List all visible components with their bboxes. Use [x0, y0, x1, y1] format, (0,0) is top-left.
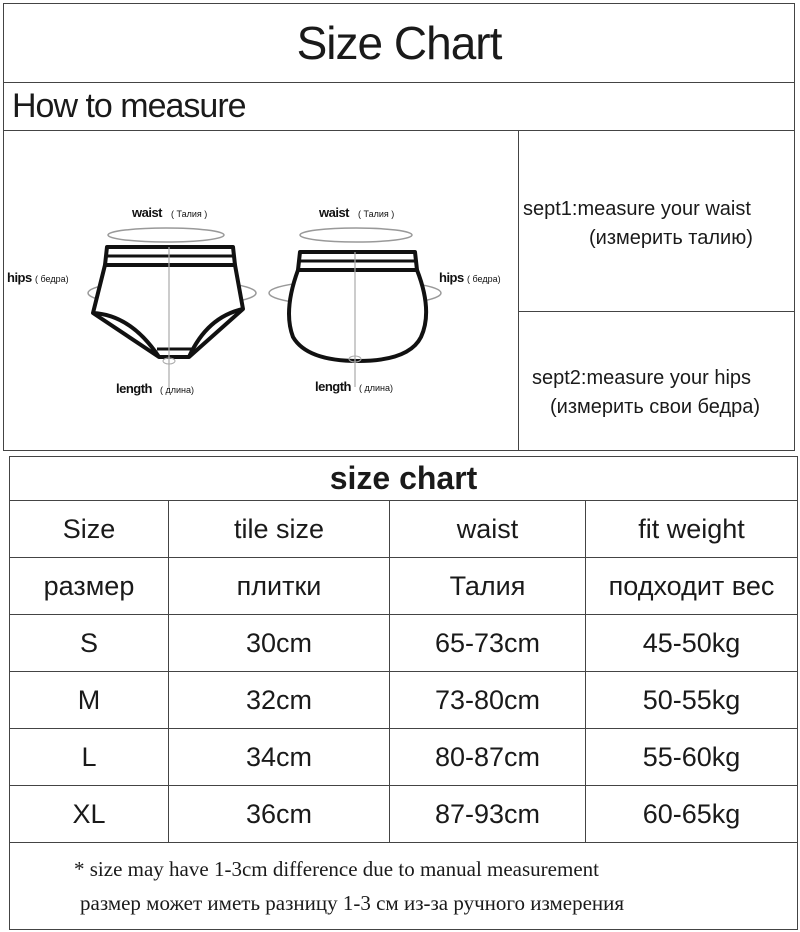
step2-ru-text: (измерить свои бедра) [550, 396, 761, 418]
header-waist: waist [390, 501, 586, 558]
table-row [10, 615, 798, 672]
how-to-measure-heading: How to measure [12, 87, 246, 125]
fit-weight-cell: 60-65kg [586, 786, 798, 843]
note-ru: размер может иметь разницу 1-3 см из-за ручного измерения [80, 891, 625, 915]
header-size-ru: размер [10, 558, 169, 615]
table-row [10, 672, 798, 729]
tile-size-cell: 34cm [169, 729, 390, 786]
table-title-row [10, 457, 798, 501]
fit-weight-cell: 55-60kg [586, 729, 798, 786]
note-en: * size may have 1-3cm difference due to manual measurement [74, 857, 599, 881]
size-cell: M [10, 672, 169, 729]
fit-weight-cell: 50-55kg [586, 672, 798, 729]
front-length-ru-label: ( длина) [160, 385, 195, 395]
tile-size-cell: 30cm [169, 615, 390, 672]
size-cell: S [10, 615, 169, 672]
back-waist-label: waist [319, 205, 350, 220]
step1-ru-text: (измерить талию) [589, 227, 753, 249]
front-briefs-illustration [88, 228, 256, 389]
table-header-row [10, 501, 798, 558]
table-row [10, 786, 798, 843]
waist-cell: 87-93cm [390, 786, 586, 843]
step1-text: sept1:measure your waist [523, 198, 751, 220]
table-note [10, 843, 798, 930]
front-hips-ru-label: ( бедра) [35, 274, 69, 284]
back-hips-ru-label: ( бедра) [467, 274, 501, 284]
size-table [9, 456, 798, 930]
waist-cell: 65-73cm [390, 615, 586, 672]
fit-weight-cell: 45-50kg [586, 615, 798, 672]
back-length-ru-label: ( длина) [359, 383, 394, 393]
table-header-ru-row [10, 558, 798, 615]
size-cell: L [10, 729, 169, 786]
front-waist-ru-label: ( Талия ) [171, 209, 208, 219]
header-tile-size: tile size [169, 501, 390, 558]
waist-cell: 80-87cm [390, 729, 586, 786]
back-briefs-illustration [269, 228, 441, 387]
step2-text: sept2:measure your hips [532, 367, 752, 389]
step2-box [518, 311, 795, 451]
front-length-label: length [116, 381, 152, 396]
header-size: Size [10, 501, 169, 558]
header-fit-weight-ru: подходит вес [586, 558, 798, 615]
title-box [3, 3, 795, 83]
how-to-measure-heading-box [3, 83, 795, 131]
table-note-row [10, 843, 798, 930]
front-hips-label: hips [7, 270, 32, 285]
back-hips-label: hips [439, 270, 464, 285]
tile-size-cell: 32cm [169, 672, 390, 729]
waist-cell: 73-80cm [390, 672, 586, 729]
back-length-label: length [315, 379, 351, 394]
table-title: size chart [10, 457, 798, 501]
back-waist-ru-label: ( Талия ) [358, 209, 395, 219]
tile-size-cell: 36cm [169, 786, 390, 843]
table-row [10, 729, 798, 786]
front-waist-label: waist [132, 205, 163, 220]
header-waist-ru: Талия [390, 558, 586, 615]
header-fit-weight: fit weight [586, 501, 798, 558]
measurement-diagram [3, 131, 519, 451]
page-title: Size Chart [296, 17, 502, 69]
size-cell: XL [10, 786, 169, 843]
step1-box [518, 131, 795, 312]
header-tile-size-ru: плитки [169, 558, 390, 615]
